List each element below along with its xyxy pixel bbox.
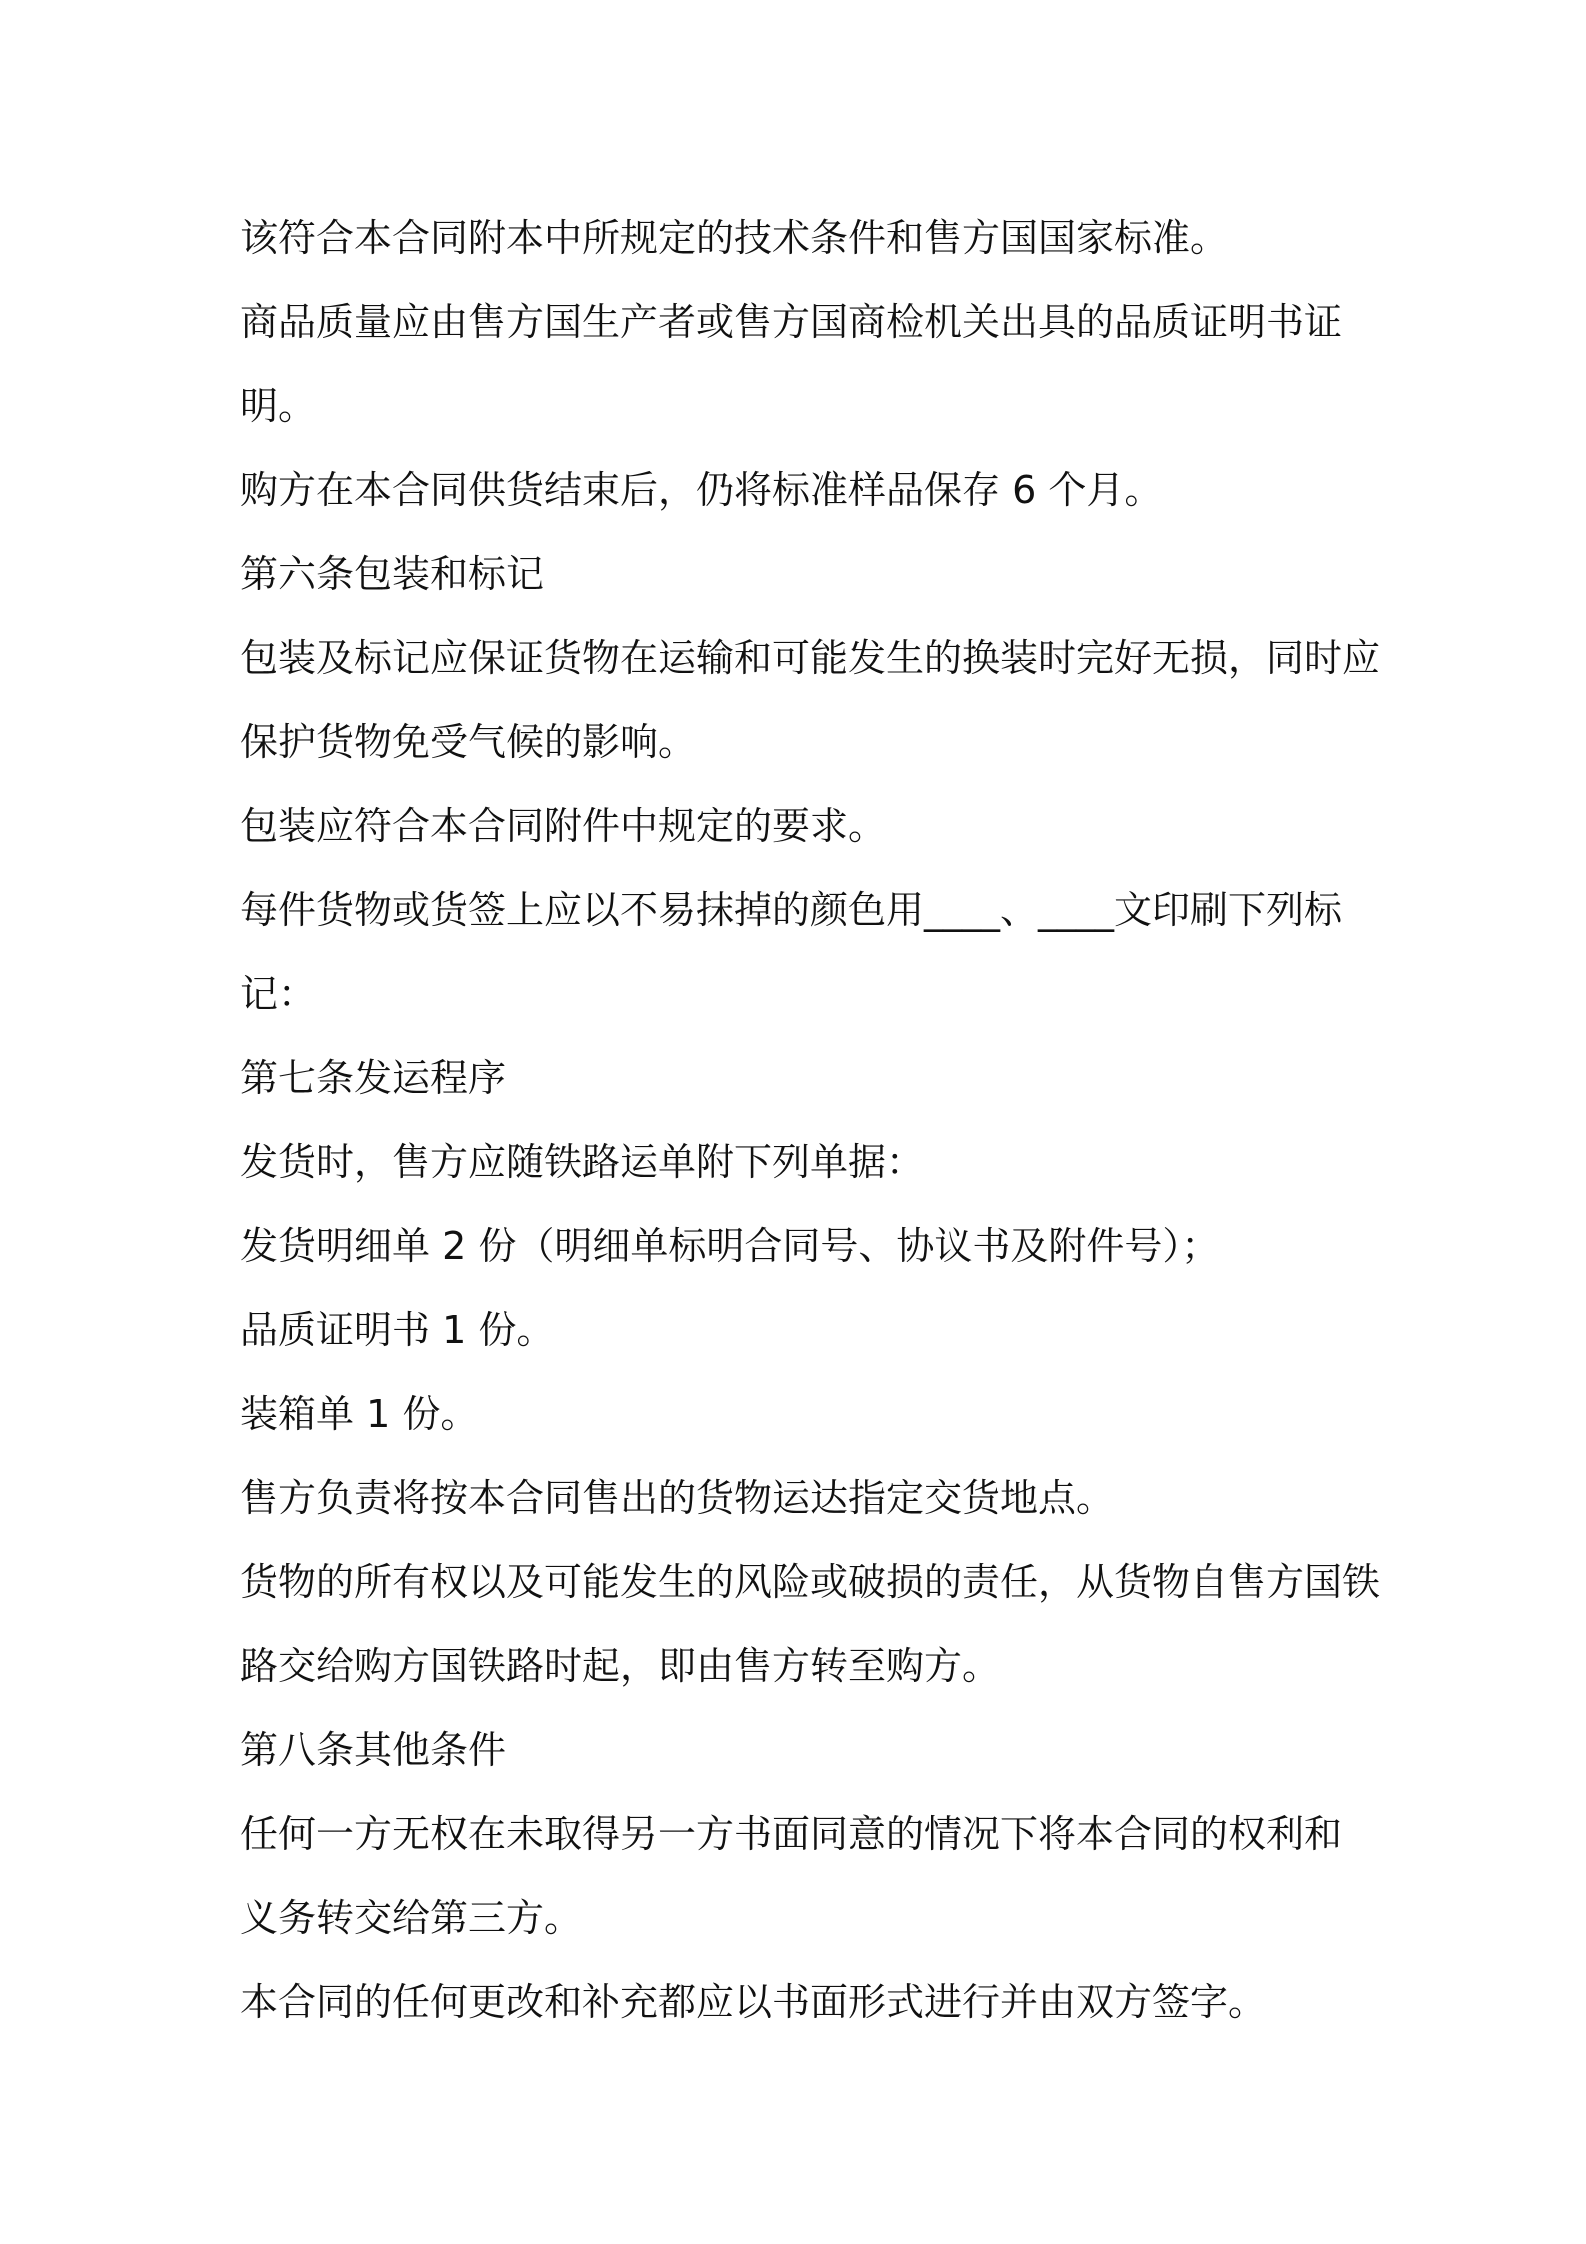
paragraph-line: 装箱单 1 份。 [240,1392,479,1436]
paragraph-line: 商品质量应由售方国生产者或售方国商检机关出具的品质证明书证 [240,300,1343,344]
paragraph-line: 包装及标记应保证货物在运输和可能发生的换装时完好无损，同时应 [240,636,1381,680]
paragraph-line: 任何一方无权在未取得另一方书面同意的情况下将本合同的权利和 [240,1812,1343,1856]
paragraph-line: 该符合本合同附本中所规定的技术条件和售方国国家标准。 [240,216,1229,260]
section-heading: 第六条包装和标记 [240,552,545,596]
paragraph-line: 发货时，售方应随铁路运单附下列单据： [240,1140,925,1184]
paragraph-line: 货物的所有权以及可能发生的风险或破损的责任，从货物自售方国铁 [240,1560,1381,1604]
paragraph-line: 记： [240,972,317,1016]
paragraph-line: 明。 [240,384,317,428]
document-body [240,196,1381,2044]
paragraph-line: 义务转交给第三方。 [240,1896,583,1940]
paragraph-line: 本合同的任何更改和补充都应以书面形式进行并由双方签字。 [240,1980,1267,2024]
paragraph-line: 保护货物免受气候的影响。 [240,720,697,764]
paragraph-line: 购方在本合同供货结束后，仍将标准样品保存 6 个月。 [240,468,1163,512]
paragraph-line: 发货明细单 2 份（明细单标明合同号、协议书及附件号）； [240,1224,1220,1268]
paragraph-line: 包装应符合本合同附件中规定的要求。 [240,804,887,848]
paragraph-line: 每件货物或货签上应以不易抹掉的颜色用____、____文印刷下列标 [240,888,1343,932]
paragraph-line: 售方负责将按本合同售出的货物运达指定交货地点。 [240,1476,1115,1520]
paragraph-line: 品质证明书 1 份。 [240,1308,555,1352]
section-heading: 第七条发运程序 [240,1056,507,1100]
section-heading: 第八条其他条件 [240,1728,507,1772]
paragraph-line: 路交给购方国铁路时起，即由售方转至购方。 [240,1644,1001,1688]
